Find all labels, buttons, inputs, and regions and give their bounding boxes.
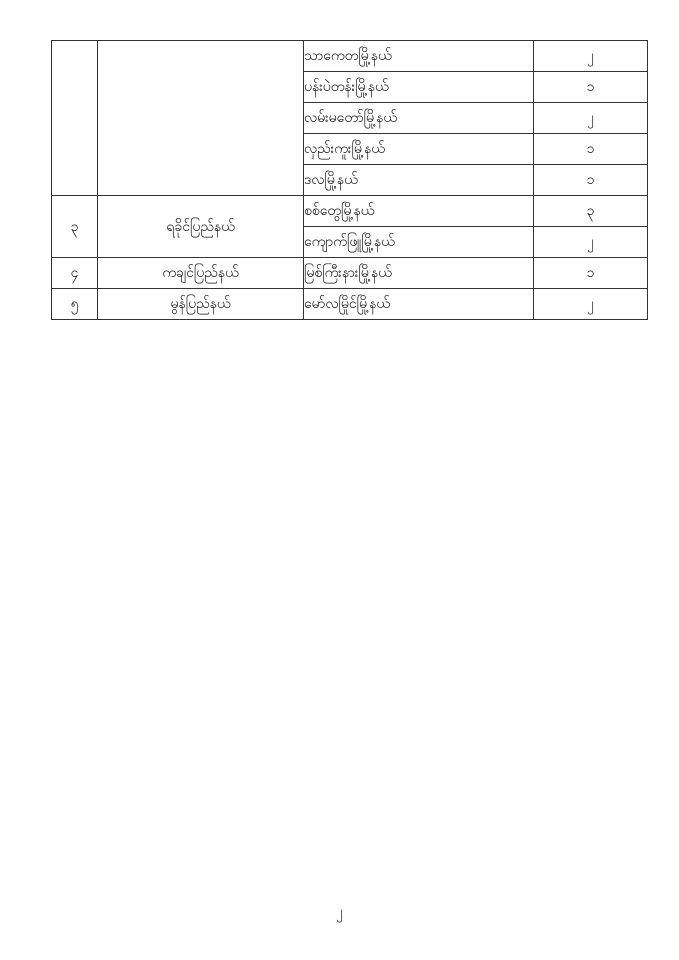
count-value: ၁ — [534, 72, 648, 103]
count-value: ၁ — [534, 165, 648, 196]
township-name: ဒလမြို့နယ် — [304, 165, 534, 196]
township-name: စစ်တွေမြို့နယ် — [304, 196, 534, 227]
township-table — [51, 40, 648, 320]
row-number: ၅ — [52, 289, 98, 320]
township-name: လမ်းမတော်မြို့နယ် — [304, 103, 534, 134]
township-name: မော်လမြိုင်မြို့နယ် — [304, 289, 534, 320]
table-row — [52, 258, 648, 289]
township-name: လှည်းကူးမြို့နယ် — [304, 134, 534, 165]
township-name: ပန်းပဲတန်းမြို့နယ် — [304, 72, 534, 103]
row-number: ၄ — [52, 258, 98, 289]
state-name: ကချင်ပြည်နယ် — [98, 258, 304, 289]
count-value: ၂ — [534, 289, 648, 320]
township-name: မြစ်ကြီးနားမြို့နယ် — [304, 258, 534, 289]
page-number: ၂ — [336, 904, 343, 920]
count-value: ၁ — [534, 258, 648, 289]
table-row — [52, 196, 648, 227]
count-value: ၃ — [534, 196, 648, 227]
row-number — [52, 41, 98, 196]
state-name: မွန်ပြည်နယ် — [98, 289, 304, 320]
count-value: ၂ — [534, 41, 648, 72]
township-name: ကျောက်ဖြူမြို့နယ် — [304, 227, 534, 258]
count-value: ၂ — [534, 103, 648, 134]
state-name — [98, 41, 304, 196]
table-row — [52, 41, 648, 72]
state-name: ရခိုင်ပြည်နယ် — [98, 196, 304, 258]
township-name: သာကေတမြို့နယ် — [304, 41, 534, 72]
row-number: ၃ — [52, 196, 98, 258]
table-row — [52, 289, 648, 320]
count-value: ၂ — [534, 227, 648, 258]
count-value: ၁ — [534, 134, 648, 165]
